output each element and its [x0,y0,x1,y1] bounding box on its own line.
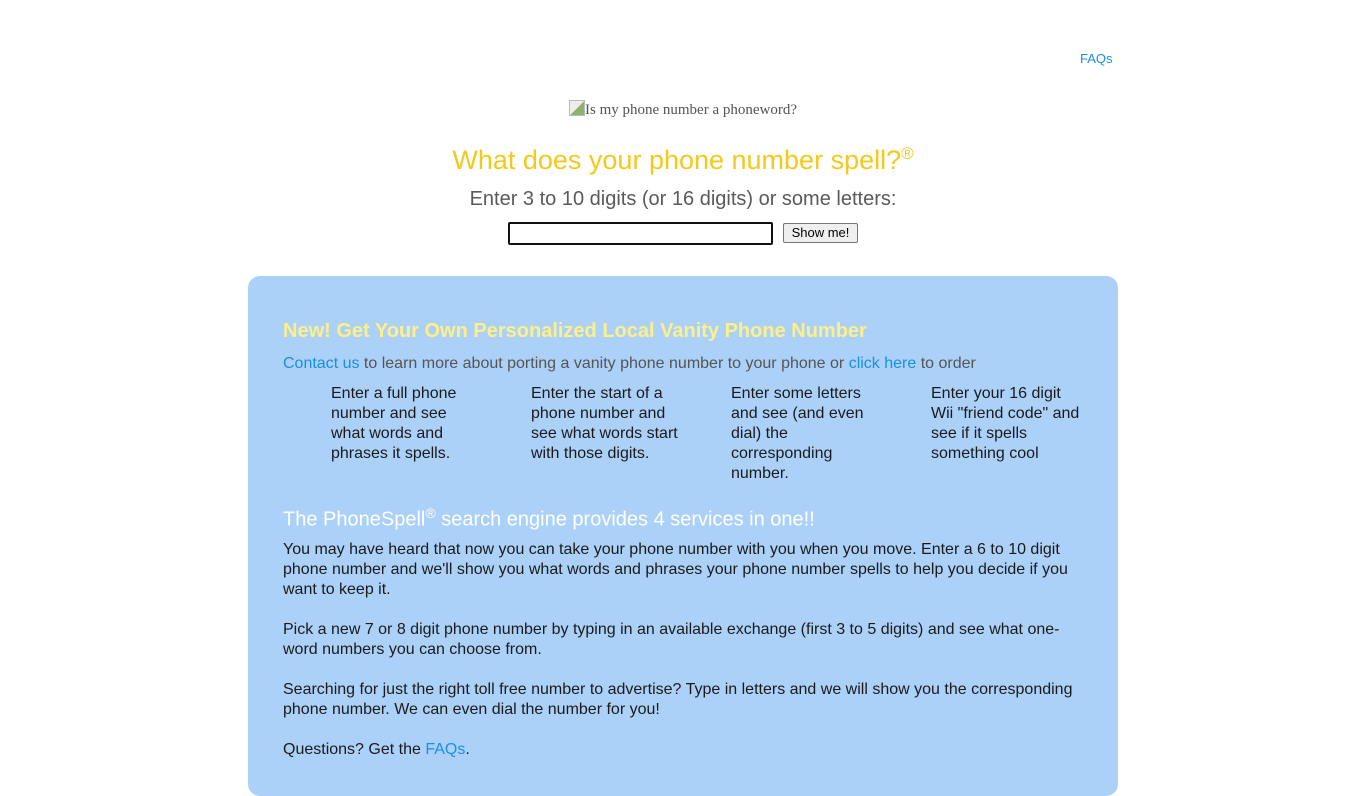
engine-heading [283,505,815,532]
title-text: What does your phone number spell? [452,145,902,175]
paragraph-keep-number: You may have heard that now you can take your phone number with you when you move. Enter a 6 to 10 digit phone number and we'll show you what words and phrases your phone number spells to help you decide if you want to keep it. [283,541,1068,598]
period: . [465,741,470,758]
promo-end: to order [916,355,976,372]
paragraph-toll-free: Searching for just the right toll free number to advertise? Type in letters and we will show you the corresponding phone number. We can even dial the number for you! [283,681,1073,718]
service-description: Enter your 16 digit Wii "friend code" and see if it spells something cool [931,385,1080,462]
contact-us-link[interactable]: Contact us [283,355,360,372]
service-description: Enter some letters and see (and even dial) the corresponding number. [731,385,864,482]
page-title [0,144,1366,176]
paragraph-questions [283,740,1083,760]
paragraph-pick-number: Pick a new 7 or 8 digit phone number by typing in an available exchange (first 3 to 5 digits) and see what one-word numbers you can choose from. [283,621,1060,658]
phone-input[interactable] [508,222,773,245]
promo-heading: New! Get Your Own Personalized Local Vanity Phone Number [283,320,867,342]
logo-image [0,100,1366,119]
promo-text [283,355,976,373]
heading-b: search engine provides 4 services in one!! [435,508,815,531]
heading-a: The PhoneSpell [283,508,426,531]
click-here-link[interactable]: click here [848,355,917,372]
faqs-inline-link[interactable]: FAQs [425,741,466,758]
service-description: Enter a full phone number and see what words and phrases it spells. [331,385,457,462]
logo-alt-text: Is my phone number a phoneword? [584,102,798,118]
broken-image-icon [569,100,585,116]
questions-text: Questions? Get the [283,741,426,758]
registered-mark: ® [425,505,436,521]
service-description: Enter the start of a phone number and see what words start with those digits. [531,385,678,462]
input-prompt: Enter 3 to 10 digits (or 16 digits) or some letters: [469,188,897,210]
show-me-button[interactable]: Show me! [783,223,858,243]
registered-mark: ® [901,144,914,163]
promo-middle: to learn more about porting a vanity phone number to your phone or [359,355,849,372]
faqs-link[interactable]: FAQs [1080,51,1113,66]
info-panel [248,276,1118,796]
